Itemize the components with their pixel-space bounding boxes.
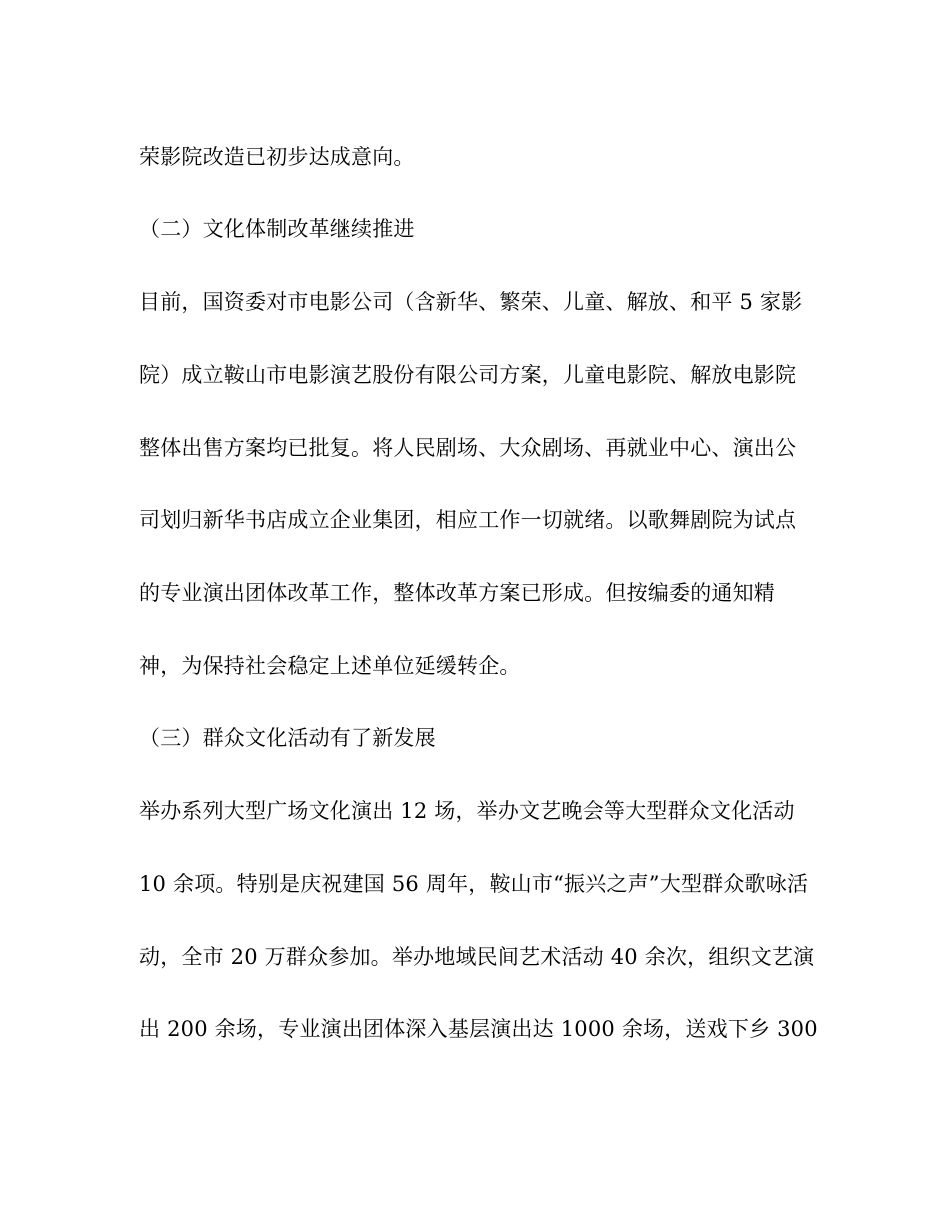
paragraph-line: 整体出售方案均已批复。将人民剧场、大众剧场、再就业中心、演出公 [139,436,797,460]
paragraph-line: 的专业演出团体改革工作，整体改革方案已形成。但按编委的通知精 [139,581,775,605]
section-heading-3: （三）群众文化活动有了新发展 [139,726,436,750]
paragraph-line: 荣影院改造已初步达成意向。 [139,145,415,169]
paragraph-line: 司划归新华书店成立企业集团，相应工作一切就绪。以歌舞剧院为试点 [139,508,797,532]
paragraph-line: 院）成立鞍山市电影演艺股份有限公司方案，儿童电影院、解放电影院 [139,363,797,387]
section-heading-2: （二）文化体制改革继续推进 [139,217,415,241]
paragraph-line: 出 200 余场，专业演出团体深入基层演出达 1000 余场，送戏下乡 300 [139,1017,818,1041]
paragraph-line: 目前，国资委对市电影公司（含新华、繁荣、儿童、解放、和平 5 家影 [139,290,803,314]
paragraph-line: 10 余项。特别是庆祝建国 56 周年，鞍山市“振兴之声”大型群众歌咏活 [139,872,809,896]
paragraph-line: 动，全市 20 万群众参加。举办地域民间艺术活动 40 余次，组织文艺演 [139,945,815,969]
paragraph-line: 神，为保持社会稳定上述单位延缓转企。 [139,654,521,678]
paragraph-line: 举办系列大型广场文化演出 12 场，举办文艺晚会等大型群众文化活动 [139,799,795,823]
